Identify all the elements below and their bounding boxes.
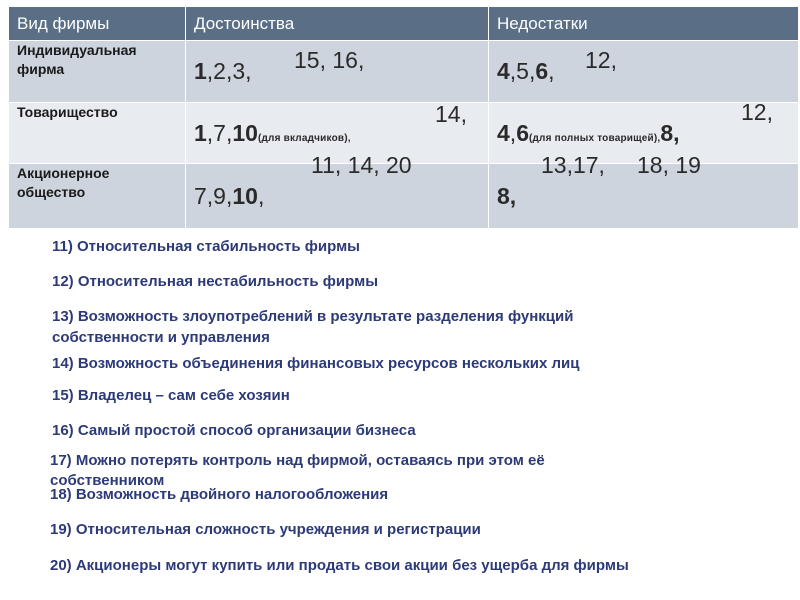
adv-value: 10 [232, 119, 258, 146]
note-17-cont: собственником [50, 472, 165, 489]
adv-value: 10 [232, 182, 258, 209]
note-17: 17) Можно потерять контроль над фирмой, оставаясь при этом её [50, 452, 545, 469]
adv-value: 1 [194, 58, 207, 84]
row-name-joint-stock: Акционерное общество [9, 164, 186, 229]
adv-value: ,2,3, [206, 58, 252, 84]
note-11: 11) Относительная стабильность фирмы [52, 238, 360, 255]
adv-extra: 11, 14, 20 [311, 152, 412, 178]
dis-extra: 18, 19 [637, 152, 701, 178]
adv-value: , [257, 182, 265, 209]
dis-extra: 12, [741, 99, 773, 125]
adv-extra: 14, [435, 101, 467, 127]
header-disadvantages: Недостатки [489, 7, 799, 41]
note-15: 15) Владелец – сам себе хозяин [52, 387, 290, 404]
dis-value: 8, [497, 182, 517, 209]
row-name-individual: Индивидуальная фирма [9, 41, 186, 103]
disadvantages-cell [489, 41, 799, 103]
note-16: 16) Самый простой способ организации бизнеса [52, 422, 416, 439]
dis-value: 6 [516, 119, 529, 146]
dis-value: ,5, [509, 58, 536, 84]
note-18: 18) Возможность двойного налогообложения [50, 486, 389, 503]
row-name-partnership: Товарищество [9, 103, 186, 164]
table-header-row [9, 7, 799, 41]
adv-value: ,7, [206, 119, 233, 146]
comparison-table [8, 6, 799, 229]
advantages-cell [186, 41, 489, 103]
disadvantages-cell [489, 152, 799, 229]
note-13: 13) Возможность злоупотреблений в результате разделения функций [52, 308, 574, 325]
dis-note: (для полных товарищей), [528, 132, 661, 144]
table-row [9, 41, 799, 103]
dis-value: 4 [497, 119, 510, 146]
dis-value: 4 [497, 58, 510, 84]
table-row [9, 164, 799, 229]
adv-value: 7,9, [194, 182, 233, 209]
dis-value: , [509, 119, 517, 146]
advantages-cell [186, 152, 489, 229]
dis-extra: 13,17, [541, 152, 605, 178]
dis-extra: 12, [585, 47, 617, 73]
adv-value: 1 [194, 119, 207, 146]
note-13-cont: собственности и управления [52, 329, 270, 346]
adv-extra: 15, 16, [294, 47, 365, 73]
dis-value: 6 [535, 58, 549, 84]
dis-value: 8, [660, 119, 680, 146]
note-14: 14) Возможность объединения финансовых ресурсов нескольких лиц [52, 355, 580, 372]
header-firm-type: Вид фирмы [9, 7, 186, 41]
note-12: 12) Относительная нестабильность фирмы [52, 273, 379, 290]
header-advantages: Достоинства [186, 7, 489, 41]
note-20: 20) Акционеры могут купить или продать свои акции без ущерба для фирмы [50, 557, 629, 574]
note-19: 19) Относительная сложность учреждения и регистрации [50, 521, 481, 538]
adv-note: (для вкладчиков), [257, 132, 351, 144]
dis-value: , [548, 58, 555, 84]
